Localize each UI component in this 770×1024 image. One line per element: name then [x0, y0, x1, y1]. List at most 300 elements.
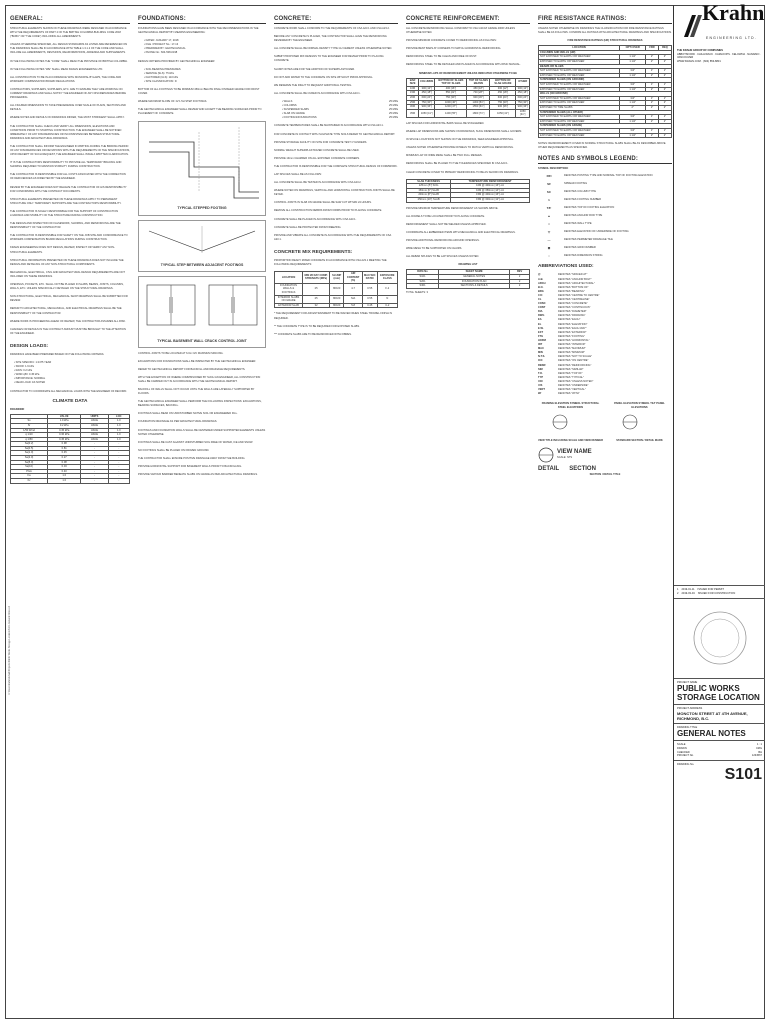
view-title-symbols: [538, 439, 672, 443]
table-cell: -: [108, 465, 129, 470]
foundation-note: PROVIDE HORIZONTAL SUPPORT FOR BASEMENT WALLS PRIOR TO BACKFILLING.: [138, 465, 243, 468]
strength-value: 25 MPa: [389, 116, 398, 120]
table-cell: 1 1/2": [620, 119, 646, 124]
table-header: SLUMP (mm): [330, 272, 344, 284]
table-cell: 15M @ 400mm [16"] o/c: [451, 193, 530, 198]
concrete-note: CONCRETE SHALL BE PROTECTED FROM FREEZING.: [274, 225, 342, 229]
table-cell: 700 [28"]: [467, 91, 490, 96]
table-cell: F-2: [377, 283, 397, 295]
table-cell: 25: [303, 295, 330, 303]
framing-title-2: PANEL ELEVATION SYMBOL TILT PANEL ELEVATIONS: [614, 402, 665, 410]
abbreviation-meaning: DENOTES "CONCRETE": [558, 302, 588, 306]
report-item: • DATED: JANUARY 17, 2018: [144, 39, 179, 43]
abbreviation-meaning: DENOTES "EXTERIOR": [558, 330, 587, 334]
drawing-list-table: [406, 269, 530, 288]
table-cell: 0.55: [362, 283, 377, 295]
general-note: IN THE FOLLOWING NOTES "WE" SHALL MEAN KRAHN ENGINEERING LTD.: [10, 67, 104, 71]
climate-location: RICHMOND: [10, 407, 25, 411]
revision-list: [677, 588, 762, 595]
general-note: REVIEW BY THE ENGINEER DOES NOT RELIEVE THE CONTRACTOR OF HIS RESPONSIBILITY FOR CONFORMING WITH THE CONTRACT DOCUMENTS.: [10, 185, 127, 193]
strength-value: 25 MPa: [389, 99, 398, 103]
table-cell: 3/4": [620, 69, 646, 74]
reinforcement-note: ALL CONCRETE REINFORCING SHALL CONFORM TO CSA G30.18 GRADE 400R UNLESS OTHERWISE NOTED.: [406, 27, 515, 35]
table-cell: -: [108, 474, 129, 479]
reinforcement-note: IN SPLICE LOCATIONS NOT SHOWN ON THE DRAWINGS, SEEK ENGINEER APPROVAL.: [406, 138, 514, 142]
general-note: THE CONTRACTOR IS SOLELY RESPONSIBLE FOR THE SUPPORT OF CONSTRUCTION LOADINGS AND STABILITY OF THE STRUCTURE DURING CONSTRUCTION.: [10, 209, 119, 217]
concrete-note: SLUMP NOTES ARE FOR THE ADDITION OF SUPERPLASTICIZER.: [274, 67, 355, 71]
table-cell: 0.45: [362, 303, 377, 308]
table-cell: 750 [30"]: [490, 100, 516, 105]
table-cell: 2": [658, 55, 671, 60]
table-cell: Fa: [11, 474, 48, 479]
temperature-reinforcement-table: [406, 179, 530, 203]
table-cell: 0.45 kPa: [48, 428, 81, 433]
table-cell: 1050 [41"]: [516, 109, 530, 117]
abbreviation: U/S: [538, 383, 543, 387]
reinforcement-paragraphs-3: [406, 207, 530, 260]
table-cell: 1 1/2": [620, 73, 646, 78]
abbreviation: W/: [538, 392, 542, 396]
abbreviation: FTG: [538, 334, 544, 338]
drawn-label: DRAWN: [677, 746, 687, 750]
fire-intro: UNLESS NOTED OTHERWISE ON DRAWINGS THE CLASSIFICATION FOR FIRE RESISTANCE RATINGS SHALL BE AS FOLLOWS. CONFIRM ALL RATINGS WITH ARCHITECTURAL DRAWINGS AND SPECIFICATIONS.: [538, 27, 672, 35]
general-note: NON-STRUCTURAL, ELECTRICAL, MECHANICAL SHOP DRAWINGS SHALL BE SUBMITTED FOR REVIEW.: [10, 295, 128, 303]
checked-label: CHECKED: [677, 750, 690, 754]
foundation-note: THE GEOTECHNICAL ENGINEER SHALL REVIEW AND ACCEPT THE BEARING SURFACES PRIOR TO PLACEMENT OF CONCRETE.: [138, 108, 262, 116]
reinforcement-note: PROVIDE ADDITIONAL REINFORCING AROUND OPENINGS.: [406, 239, 480, 242]
table-cell: 2": [646, 106, 659, 111]
table-cell: -: [108, 479, 129, 484]
table-cell: 2": [658, 73, 671, 78]
stepped-footing-detail: [138, 121, 266, 216]
general-note: STRUCTURAL ELEMENTS PRESENTED ON THESE DRAWINGS APPLY TO PERMANENT STRUCTURE ONLY. TEMPORARY SUPPORTS ARE THE CONTRACTOR'S RESPONSIBILITY.: [10, 197, 122, 205]
climate-title: CLIMATE DATA: [52, 398, 88, 404]
abbreviation-meaning: DENOTES "ON CENTRE": [558, 359, 589, 363]
table-cell: 1": [658, 69, 671, 74]
fire-row: [539, 133, 672, 138]
abbreviation-meaning: DENOTES "FOOTING": [558, 334, 585, 338]
table-cell: 1": [658, 128, 671, 133]
symbol-mark: ▲: [547, 214, 551, 219]
criteria-item: • SITE CLASSIFICATION: D: [144, 79, 177, 83]
table-cell: 450 [18"]: [490, 91, 516, 96]
table-cell: 2": [658, 119, 671, 124]
table-cell: Sa(5.0): [11, 460, 48, 465]
general-note: UNLESS OTHERWISE SPECIFIED, ALL DESIGN STANDARDS AS LISTED ARE REFERENCED ON THE DRAWINGS SHALL BE IN ACCORDANCE WITH TABLE 1.3.1.2 OF THE CODE AND SHALL INCLUDE ALL AMENDMENTS, REVISIONS, REAFFIRMATIONS, ADDENDA AND SUPPLEMENTS.: [10, 43, 128, 55]
revision-number: 2: [677, 591, 679, 595]
table-cell: 1300 [51"]: [467, 100, 490, 105]
table-header: FRR: [646, 46, 659, 51]
table-cell: ASCE: [81, 423, 108, 428]
table-header: VALUE: [48, 414, 81, 419]
concrete-note: PROVIDE 19mm CHAMFER ON ALL EXPOSED CONCRETE CORNERS.: [274, 156, 360, 160]
abbreviation: EA: [538, 318, 542, 322]
table-cell: 750 [30"]: [419, 100, 435, 105]
table-cell: 2": [646, 101, 659, 106]
abbreviation-meaning: DENOTES "SPACED AT": [558, 273, 588, 277]
table-header: MIN 28 DAY COMP. STRENGTH (MPa): [303, 272, 330, 284]
table-cell: 1.0: [48, 474, 81, 479]
abbreviation: MAX: [538, 347, 544, 351]
concrete-note: PROVIDE STORAGE FACILITY ON SITE FOR CONCRETE TEST CYLINDERS.: [274, 140, 368, 144]
table-header: COLUMNS: [419, 78, 435, 86]
symbol-row: [538, 173, 672, 179]
table-cell: N: [377, 295, 397, 303]
table-cell: 1550 [61"]: [467, 105, 490, 110]
revision-description: ISSUED FOR PERMIT: [697, 588, 724, 592]
design-load-item: • SITE SPECIFIC: 1:2475 YEAR: [14, 360, 52, 364]
drawing-label: DRAWING TITLE: [677, 725, 698, 729]
table-cell: EXTERIOR SLAB: [275, 303, 303, 308]
abbreviation-meaning: DENOTES "MAXIMUM": [558, 347, 586, 351]
table-cell: EXPOSED TO EARTH OR WEATHER: [539, 101, 620, 106]
job-value: 1234567: [751, 754, 762, 758]
abbreviation-meaning: DENOTES "UNLESS NOTED": [558, 379, 594, 383]
table-cell: Ss: [11, 419, 48, 424]
strength-location: • FOOTINGS/FOUNDATIONS: [282, 116, 317, 120]
table-cell: ASCE: [81, 437, 108, 442]
mix-title: CONCRETE MIX REQUIREMENTS:: [274, 249, 353, 255]
drawing-list-title: DRAWING LIST: [458, 263, 478, 267]
scale-value: 1 : 1: [756, 743, 762, 747]
table-header: REV: [510, 270, 530, 275]
table-cell: -: [81, 456, 108, 461]
table-cell: 15M @ 300mm [12"] o/c: [451, 198, 530, 203]
table-cell: 1 1/2": [620, 87, 646, 92]
table-cell: -: [81, 469, 108, 474]
drawn-value: CMG: [755, 746, 762, 750]
foundation-note: WITH THE EXCEPTION OF WHERE COMMISSIONED BY SUCH AN ENGINEER, ALL CONSTRUCTION SHALL BE CARRIED OUT IN ACCORDANCE WITH THE GEOTECHNICAL REPORT.: [138, 375, 261, 383]
table-cell: NOT EXPOSED TO EARTH OR WEATHER: [539, 115, 620, 120]
table-cell: EXPOSED TO TIRE SLABS: [539, 106, 620, 111]
abbreviation: TYP: [538, 375, 544, 379]
concrete-strength-list: [274, 100, 398, 120]
table-cell: -: [81, 465, 108, 470]
table-header: BOTTOM OF SLABS TOP OF SLABS: [435, 78, 467, 86]
table-cell: q 1/50: [11, 437, 48, 442]
abbreviation-meaning: DENOTES "BEARING": [558, 289, 585, 293]
table-cell: 0.36 kPa: [48, 433, 81, 438]
abbreviation-meaning: DENOTES "CONTINUOUS": [558, 306, 591, 310]
abbreviation: SIM: [538, 367, 543, 371]
table-cell: Sa(0.2): [11, 442, 48, 447]
table-cell: 150mm [6"] SLAB: [407, 188, 451, 193]
table-cell: 1200 [47"]: [435, 105, 467, 110]
abbrev-title: ABBREVIATIONS USED:: [538, 264, 594, 270]
table-cell: 10M @ 400mm [16"] o/c: [451, 184, 530, 189]
design-load-item: • WIND q50: 0.45 kPa: [14, 373, 40, 377]
table-cell: 1.0: [108, 428, 129, 433]
abbreviation-meaning: DENOTES "DIAMETER": [558, 310, 587, 314]
sheet-number-block: [674, 760, 765, 787]
symbol-mark: ↕: [548, 254, 550, 259]
concrete-note: ALL CONCRETE SHALL BE TESTED IN ACCORDANCE WITH CSA A23.2.: [274, 181, 362, 185]
general-note: THE DESIGN AND INSPECTION OF FALSEWORK, SHORING, AND REINFORCING ARE THE RESPONSIBILITY OF THE CONTRACTOR.: [10, 222, 121, 230]
strength-value: 25 MPa: [389, 112, 398, 116]
company-sub: ENGINEERING LTD.: [706, 36, 757, 40]
foundation-note: FOOTINGS AND FOUNDATION WALLS SHALL BE CENTERED UNDER SUPPORTED ELEMENTS UNLESS NOTED OTHERWISE.: [138, 428, 266, 436]
symbols-sub: SYMBOL DESCRIPTION:: [538, 167, 569, 171]
table-cell: 2: [510, 279, 530, 284]
symbol-mark: □: [548, 222, 550, 227]
table-cell: 2": [658, 60, 671, 65]
revision-date: 2019-01-11: [681, 588, 695, 592]
table-cell: 0.27: [48, 456, 81, 461]
symbol-description: DENOTES DIMENSION STRING: [564, 254, 603, 258]
general-note: CONTRACTORS, SUPPLIERS, SUPPLIERS, ETC. ARE TO ENSURE THEY ARE WORKING ON CURRENT DRAWINGS AND SHALL NOTIFY THE ENGINEER OF ANY DISCREPANCIES BEFORE PROCEEDING.: [10, 87, 127, 100]
detail-section-marks: [538, 467, 672, 471]
drawing-sheet: [5, 0, 765, 1019]
table-cell: 900 [36"]: [467, 96, 490, 101]
view-bubble-icon: [538, 447, 554, 463]
address-block: [674, 704, 765, 723]
abbreviation-meaning: DENOTES "MINIMUM": [558, 351, 585, 355]
report-item: • FILE / PROJECT No.: 17-13: [144, 43, 179, 47]
fire-notes: NOTES: REINFORCEMENT COVER IN NORMAL STRUCTURAL SLABS SHALL BE AS DESCRIBED ABOVE. OTHER REQUIREMENTS AS SPECIFIED.: [538, 142, 667, 150]
table-cell: SECTIONS & DETAILS: [439, 284, 510, 289]
design-load-item: • RAIN: 0.2 kPa: [14, 369, 33, 373]
geotech-report-list: [138, 39, 266, 55]
reinforcement-paragraphs-2: [406, 122, 530, 175]
abbreviation-meaning: DENOTES "ARCHITECTURAL": [558, 281, 595, 285]
table-cell: 0.2 kPa: [48, 423, 81, 428]
foundations-title: FOUNDATIONS:: [138, 16, 266, 24]
table-cell: 0.45: [48, 451, 81, 456]
table-cell: 1": [646, 96, 659, 101]
detail-label: DETAIL: [538, 465, 560, 472]
fire-group-name: WALLS (ON GROUND): [539, 92, 672, 97]
symbol-description: DENOTES COLUMN TYPE: [564, 190, 596, 194]
crack-control-drawing: [139, 277, 265, 335]
general-note: THE CONTRACTOR SHALL INFORM THE ENGINEER IN WRITING DURING THE BIDDING PERIOD OF ANY DISCREPANCIES OR DEVIATIONS WITH THE REQUIREMENTS OF THE SPECIFICATIONS, UPON RECEIPT OF SUCH REQUEST, THE ENGINEER SHALL ISSUE A WRITTEN CLARIFICATION.: [10, 144, 130, 157]
table-header: OPT/ OVER: [620, 46, 646, 51]
lap-row: [407, 109, 530, 117]
abbreviation: @: [538, 273, 541, 277]
concrete-paragraphs: [274, 27, 398, 96]
reinforcement-note: PROVIDE BENT BARS AT CORNERS TO MATCH HORIZONTAL REINFORCING.: [406, 47, 502, 51]
foundation-paragraphs-2: [138, 352, 266, 478]
table-cell: 550 [22"]: [435, 91, 467, 96]
concrete-title: CONCRETE:: [274, 16, 398, 24]
table-cell: ASCE: [81, 433, 108, 438]
symbol-description: DENOTES PERIMETER DRAINAGE TILE: [564, 238, 613, 242]
table-cell: GENERAL NOTES: [439, 274, 510, 279]
reinforcement-paragraphs: [406, 27, 530, 68]
table-cell: -: [81, 479, 108, 484]
table-cell: 1": [646, 128, 659, 133]
table-cell: ASCE: [81, 419, 108, 424]
general-note: ALL FIGURED DIMENSIONS TO TAKE PRECEDENCE OVER SCALE OF PLANS, SECTIONS AND DETAILS.: [10, 104, 126, 112]
table-cell: FOUNDATION PLAN: [439, 279, 510, 284]
section-note: SECTION / DETAIL TITLE: [589, 472, 621, 476]
crack-control-label: TYPICAL BASEMENT WALL CRACK CONTROL JOINT: [157, 338, 247, 343]
strength-location: • WALLS: [282, 99, 293, 103]
table-cell: 2: [510, 284, 530, 289]
table-cell: 600 [24"]: [419, 96, 435, 101]
symbol-row: [538, 237, 672, 243]
table-cell: 4-7: [344, 283, 363, 295]
scale-label: SCALE: [677, 743, 686, 747]
climate-row: [11, 479, 130, 484]
stepped-footing-label: TYPICAL STEPPED FOOTING: [177, 205, 227, 210]
krahn-logo-icon: [682, 13, 704, 39]
foundation-note: THE CONTRACTOR SHALL ENSURE POSITIVE DRAINAGE AWAY FROM THE BUILDING.: [138, 456, 246, 460]
revision-date: 2019-03-04: [681, 591, 695, 595]
concrete-note: PROVIDE AND VIBRATE ALL CONCRETE IN ACCORDANCE WITH THE REQUIREMENTS OF CSA A23.1.: [274, 233, 392, 241]
table-cell: EXPOSED TO EARTH OR WEATHER: [539, 119, 620, 124]
reinforcement-note: CLEAR CONCRETE COVER TO PRIMARY REINFORCING TO BE AS SHOWN ON DRAWINGS.: [406, 170, 519, 174]
general-note: MECHANICAL, ELECTRICAL, CIVIL AND ARCHITECTURAL DESIGN REQUIREMENTS ARE NOT INCLUDED ON THESE DRAWINGS.: [10, 270, 125, 278]
table-header: BAR SIZE: [407, 78, 419, 86]
table-cell: 2": [646, 87, 659, 92]
title-block-spacer: [674, 65, 765, 585]
foundation-note: BOTTOM OF ALL FOOTINGS TO BE MINIMUM 450mm BELOW FINAL FINISHED GRADE FOR FROST COVER.: [138, 88, 260, 96]
general-title: GENERAL:: [10, 16, 130, 24]
mix-row: [275, 295, 398, 303]
table-cell: -: [108, 469, 129, 474]
abbreviation: E.W.: [538, 326, 544, 330]
symbol-mark: —: [547, 238, 551, 243]
table-cell: 1/50 Wind: [11, 428, 48, 433]
abbreviation: INT: [538, 343, 543, 347]
foundation-note: FOOTINGS SHALL BEAR ON UNDISTURBED NATIVE SOIL OR ENGINEERED FILL.: [138, 412, 238, 416]
symbols-list: [538, 173, 672, 259]
drawing-meta: [674, 740, 765, 759]
table-cell: 1 1/2": [620, 55, 646, 60]
table-cell: 2": [620, 106, 646, 111]
address-label: PROJECT ADDRESS: [677, 707, 703, 711]
abbreviation-meaning: DENOTES "DRAWING": [558, 314, 586, 318]
table-cell: NOT EXPOSED TO EARTH OR WEATHER: [539, 55, 620, 60]
foundation-note: NO FOOTINGS SHALL BE PLACED ON FROZEN GROUND.: [138, 448, 210, 452]
drawing-title-block: [674, 723, 765, 741]
table-header: SLAB THICKNESS: [407, 179, 451, 184]
table-cell: -: [108, 460, 129, 465]
geo-criteria-note: DESIGN CRITERIA PROVIDED BY GEOTECHNICAL ENGINEER:: [138, 59, 216, 63]
symbol-description: DENOTES POSTING TYPE AND NOMINAL TOP OF FOOTING ELEVATION: [564, 174, 653, 178]
table-header: MAX W/C RATIO: [362, 272, 377, 284]
symbol-description: DENOTES TOP OF FOOTING ELEVATION: [564, 206, 615, 210]
report-item: • PREPARED BY: GEOTECHNICAL: [144, 47, 186, 51]
revision-number: 1: [677, 588, 679, 592]
table-cell: 1": [646, 69, 659, 74]
abbreviation: ARCH: [538, 281, 546, 285]
revisions: [674, 585, 765, 597]
drawing-title: GENERAL NOTES: [677, 729, 746, 739]
table-cell: 600 [24"]: [490, 96, 516, 101]
table-cell: 750 [30"]: [517, 100, 528, 104]
revision-description: ISSUED FOR CONSTRUCTION: [697, 591, 736, 595]
abbreviation-meaning: DENOTES "VERTICAL": [558, 388, 586, 392]
symbol-description: SPREAD FOOTING: [564, 182, 588, 186]
concrete-paragraphs-2: [274, 124, 398, 242]
concrete-strength-item: [282, 116, 398, 120]
table-cell: 600 [24"]: [517, 96, 528, 100]
table-cell: 900 [36"]: [490, 105, 516, 110]
table-cell: 0.45 kPa: [48, 437, 81, 442]
concrete-note: CONCRETE WORK SHALL CONFORM TO THE REQUIREMENTS OF CSA A23.1 AND CSA A23.2.: [274, 27, 390, 30]
table-header: TOP OF SLABS BEAMS: [468, 78, 488, 86]
mix-table: [274, 271, 398, 308]
foundation-note: FOOTINGS SHALL BE CAST AGAINST UNDISTURBED SOIL FREE OF WATER, ICE AND SNOW.: [138, 440, 254, 444]
table-cell: Sa(10): [11, 465, 48, 470]
strength-location: • COLUMNS: [282, 104, 297, 108]
table-cell: 200mm [8"] SLAB: [407, 193, 451, 198]
foundation-note: PROVIDE VAPOUR BARRIER BENEATH SLABS ON GRADE AS PER ARCHITECTURAL DRAWINGS.: [138, 473, 258, 477]
adjacent-footing-label: TYPICAL STEP BETWEEN ADJACENT FOOTINGS: [160, 262, 244, 267]
view-name: VIEW NAME: [557, 449, 592, 456]
table-cell: 1.9 kPa: [48, 419, 81, 424]
concrete-note: BEFORE ANY CONCRETE IS PLACED, THE CONTRACTOR SHALL HAVE THE REINFORCING REVIEWED BY THE ENGINEER.: [274, 35, 387, 43]
project-address: MONCTON STREET AT 4TH AVENUE, RICHMOND, B.C.: [677, 710, 748, 721]
symbol-row: [538, 205, 672, 211]
cover-row: [407, 198, 530, 203]
strength-location: • SLAB ON GRADE: [282, 112, 305, 116]
table-cell: 1": [658, 83, 671, 88]
table-cell: PGA: [11, 469, 48, 474]
symbol-description: DENOTES GRID NUMBER: [564, 246, 596, 250]
general-note: IN THE FOLLOWING NOTES THE "CODE" SHALL MEAN THE PROVINCE OF BRITISH COLUMBIA.: [10, 59, 128, 63]
table-cell: 250mm [10"] SLAB: [407, 198, 451, 203]
lap-table: [406, 78, 530, 118]
sheet-number: S101: [724, 766, 762, 784]
table-cell: 300 [12"]: [517, 86, 528, 90]
table-cell: Sa(1.0): [11, 451, 48, 456]
reinforcement-note: MINIMUM LAP OF WIRE MESH SHALL BE TWO FULL MESHES.: [406, 154, 483, 158]
reinforcement-note: REINFORCING STEEL TO BE CLEAN AND FREE OF RUST.: [406, 55, 478, 59]
general-note: STRUCTURAL INFORMATION PRESENTED ON THESE DRAWINGS DOES NOT INCLUDE THE DESIGN AND DETAILING OF ANY NON-STRUCTURAL COMPONENTS.: [10, 258, 124, 266]
symbol-row: [538, 253, 672, 259]
design-loads-list: [10, 361, 130, 386]
table-cell: 2": [646, 73, 659, 78]
table-cell: 0.55: [362, 295, 377, 303]
project-label: PROJECT NAME: [677, 680, 698, 684]
reinforcement-title: CONCRETE REINFORCEMENT:: [406, 16, 530, 24]
table-cell: 300 [12"]: [419, 86, 435, 91]
contractor-note: CONTRACTOR TO COORDINATE ALL MECHANICAL LOADS WITH THE ENGINEER OF RECORD.: [10, 389, 128, 393]
abbreviation-row: [538, 392, 672, 396]
table-cell: 80±20: [330, 303, 344, 308]
reinforcement-note: REINFORCING STEEL TO BE DETAILED AND PLACED IN ACCORDANCE WITH RSIC MANUAL.: [406, 63, 521, 67]
mix-note: PROPORTION READY MIXED CONCRETE IN ACCORDANCE WITH CSA A23.1 MEETING THE FOLLOWING REQUIREMENTS:: [274, 258, 387, 266]
table-cell: S301: [407, 284, 439, 289]
table-cell: 1.0: [48, 479, 81, 484]
table-cell: Sa(0.5): [11, 446, 48, 451]
fire-title: FIRE RESISTANCE RATINGS:: [538, 16, 672, 24]
table-cell: 35M: [407, 109, 419, 117]
reinforcement-note: WIRE MESH TO BE SUPPORTED ON CHAIRS.: [406, 247, 463, 251]
fire-symbols-column: [538, 16, 672, 477]
reinforcement-note: ALL DOWELS TO BE LOCATED PRIOR TO PLACING CONCRETE.: [406, 214, 485, 218]
table-cell: 450 [18"]: [517, 91, 528, 95]
foundation-note: CONTROL JOINTS TO BE LOCATED AT 6.0m O/C MAXIMUM SPACING.: [138, 351, 224, 355]
symbol-mark: ▽: [547, 230, 551, 235]
abbreviation-meaning: DENOTES "INTERIOR": [558, 343, 586, 347]
abbreviation-meaning: DENOTES "TOP OF": [558, 371, 583, 375]
foundations-column: [138, 16, 266, 481]
table-cell: Sr: [11, 423, 48, 428]
table-cell: 30M: [407, 105, 419, 110]
abbreviation: CL: [538, 298, 542, 301]
table-cell: NOT EXPOSED TO EARTH OR WEATHER: [539, 128, 620, 133]
concrete-note: NORMAL WEIGHT SUPERPLASTICIZED CONCRETE SHALL BE USED.: [274, 148, 360, 152]
symbol-row: [538, 245, 672, 251]
view-title-2: STANDARD SECTION / DETAIL MARK: [616, 438, 663, 442]
table-cell: 5-8: [344, 303, 363, 308]
table-cell: 1000 [40"]: [435, 100, 467, 105]
lap-table-title: MINIMUM LAPS OF REINFORCEMENT UNLESS INDICATED OTHERWISE TO BE: [419, 71, 517, 75]
tagline: THE KRAHN GROUP OF COMPANIES: [677, 49, 724, 52]
